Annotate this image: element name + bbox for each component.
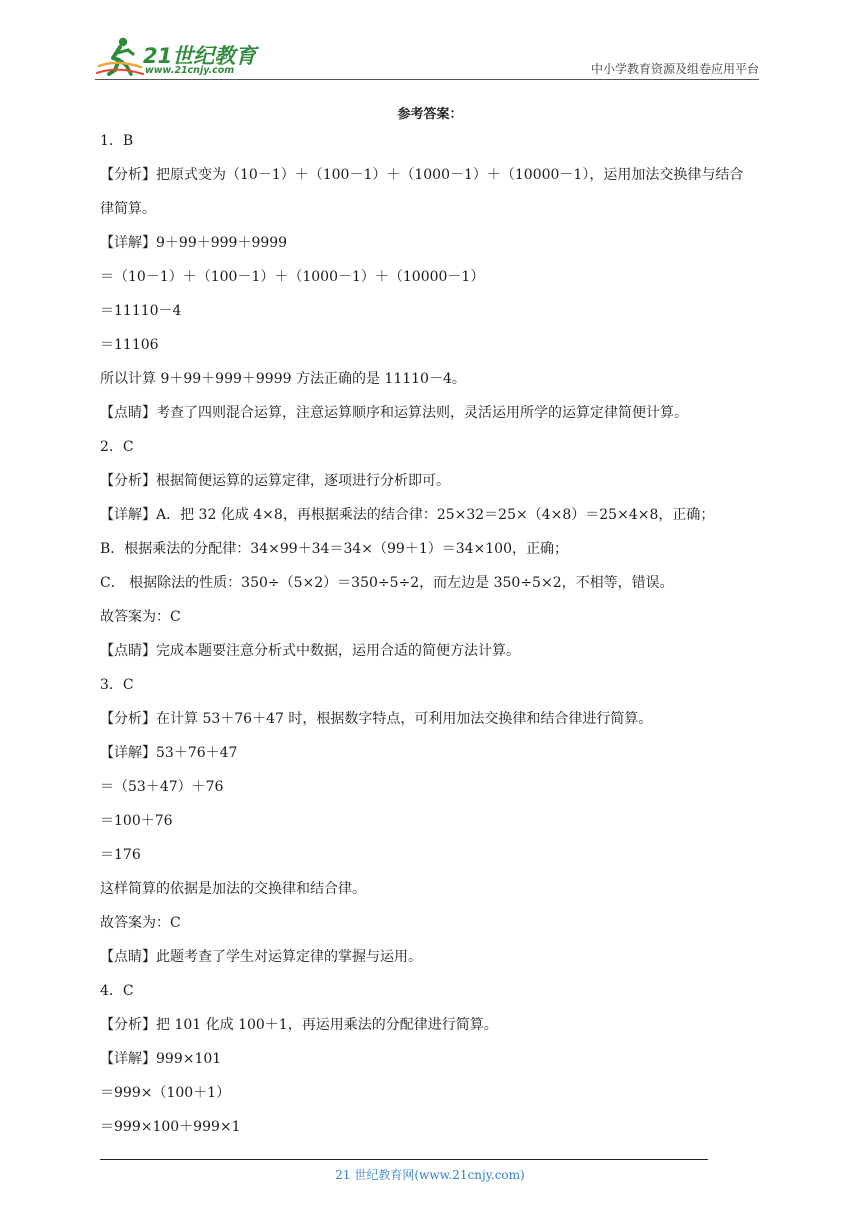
text-line: 【详解】999×101 — [100, 1051, 222, 1067]
platform-name: 中小学教育资源及组卷应用平台 — [590, 62, 759, 76]
text-line: ＝176 — [100, 847, 141, 863]
text-line: ＝11110－4 — [100, 303, 182, 319]
text-line: 【详解】A．把 32 化成 4×8，再根据乘法的结合律：25×32＝25×（4×8）＝25×4×8，正确； — [100, 507, 715, 523]
text-line: ＝999×（100＋1） — [100, 1085, 231, 1101]
page-header — [95, 36, 759, 80]
text-line: 故答案为：C — [100, 915, 181, 931]
header-divider — [95, 79, 759, 80]
text-line: 【点睛】完成本题要注意分析式中数据，运用合适的简便方法计算。 — [100, 643, 520, 659]
footer-link[interactable]: 21 世纪教育网(www.21cnjy.com) — [335, 1168, 525, 1182]
footer-divider — [100, 1159, 708, 1160]
text-line: 4．C — [100, 983, 134, 999]
site-logo — [95, 36, 265, 78]
answer-content — [100, 124, 764, 1144]
text-line: 【分析】把原式变为（10－1）＋（100－1）＋（1000－1）＋（10000－1），运用加法交换律与结合 — [100, 167, 744, 183]
logo-url-text: www.21cnjy.com — [145, 65, 235, 76]
text-line: C． 根据除法的性质：350÷（5×2）＝350÷5÷2，而左边是 350÷5×2，不相等，错误。 — [100, 575, 674, 591]
text-line: 【分析】根据简便运算的运算定律，逐项进行分析即可。 — [100, 473, 450, 489]
text-line: 【点睛】此题考查了学生对运算定律的掌握与运用。 — [100, 949, 422, 965]
logo-brand-text: 21世纪教育 — [143, 44, 257, 68]
runner-logo-icon — [95, 36, 145, 78]
text-line: 【详解】9＋99＋999＋9999 — [100, 235, 288, 251]
text-line: B．根据乘法的分配律：34×99＋34＝34×（99＋1）＝34×100，正确； — [100, 541, 568, 557]
text-line: 律简算。 — [100, 201, 156, 217]
text-line: 故答案为：C — [100, 609, 181, 625]
text-line: ＝100＋76 — [100, 813, 173, 829]
text-line: 【点睛】考查了四则混合运算，注意运算顺序和运算法则，灵活运用所学的运算定律简便计算。 — [100, 405, 688, 421]
text-line: ＝（10－1）＋（100－1）＋（1000－1）＋（10000－1） — [100, 269, 485, 285]
text-line: ＝11106 — [100, 337, 159, 353]
text-line: 这样简算的依据是加法的交换律和结合律。 — [100, 881, 366, 897]
text-line: 【分析】把 101 化成 100＋1，再运用乘法的分配律进行简算。 — [100, 1017, 498, 1033]
text-line: 【详解】53＋76＋47 — [100, 745, 238, 761]
text-line: 3．C — [100, 677, 134, 693]
text-line: 所以计算 9＋99＋999＋9999 方法正确的是 11110－4。 — [100, 371, 466, 387]
text-line: ＝999×100＋999×1 — [100, 1119, 241, 1135]
text-line: ＝（53＋47）＋76 — [100, 779, 224, 795]
text-line: 2．C — [100, 439, 134, 455]
text-line: 1．B — [100, 133, 134, 149]
text-line: 【分析】在计算 53＋76＋47 时，根据数字特点，可利用加法交换律和结合律进行简算。 — [100, 711, 653, 727]
answer-title: 参考答案： — [397, 107, 463, 122]
